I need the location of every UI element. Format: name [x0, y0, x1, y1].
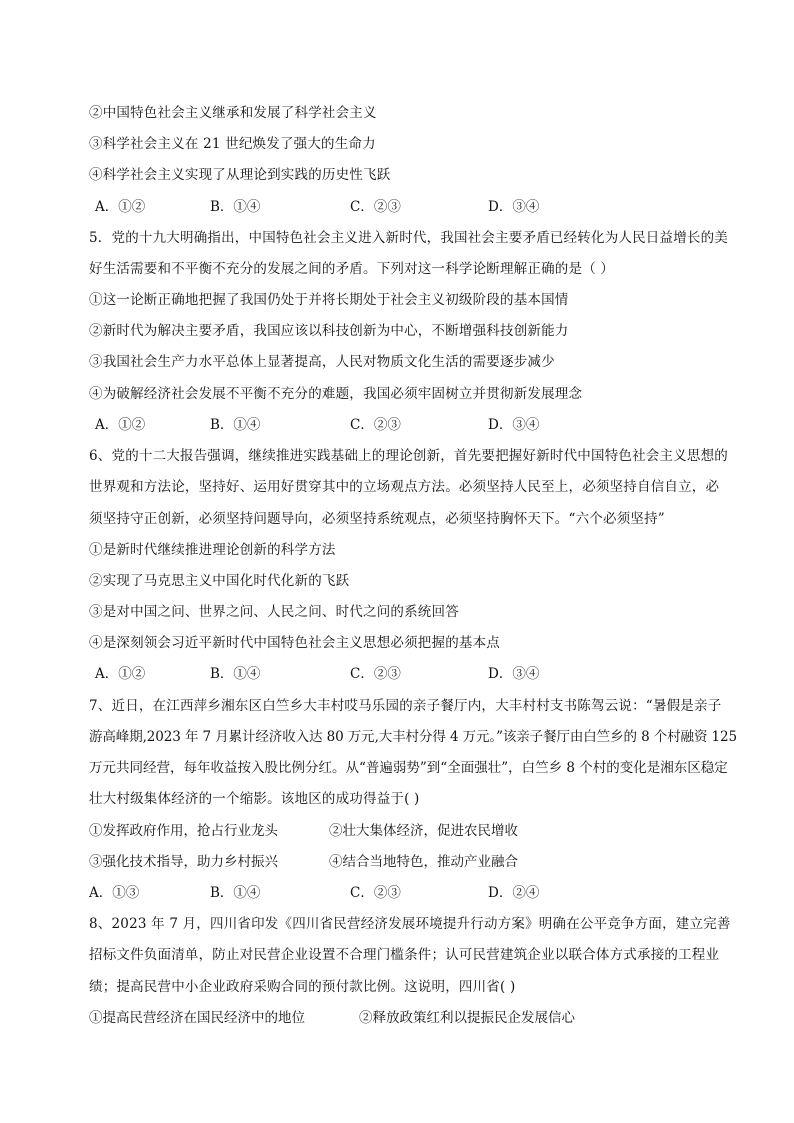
q5-item-2: ②新时代为解决主要矛盾，我国应该以科技创新为中心，不断增强科技创新能力 — [89, 323, 569, 339]
q8-stem-line-3: 绩；提高民营中小企业政府采购合同的预付款比例。这说明，四川省( ) — [89, 979, 516, 995]
q7-item-3: ③强化技术指导，助力乡村振兴 — [89, 854, 278, 870]
q5-option-d[interactable]: D．③④ — [488, 417, 540, 433]
q6-option-b[interactable]: B．①④ — [210, 666, 261, 682]
q6-item-1: ①是新时代继续推进理论创新的科学方法 — [89, 542, 336, 558]
q8-item-2: ②释放政策红利以提振民企发展信心 — [359, 1010, 575, 1026]
q7-stem-line-4: 壮大村级集体经济的一个缩影。该地区的成功得益于( ) — [89, 791, 420, 807]
q5-option-a[interactable]: A．①② — [95, 417, 146, 433]
q5-stem-line-1: 5．党的十九大明确指出，中国特色社会主义进入新时代，我国社会主要矛盾已经转化为人民日益增长的美 — [89, 230, 728, 246]
q4-item-3: ③科学社会主义在 21 世纪焕发了强大的生命力 — [89, 136, 376, 152]
q7-option-a[interactable]: A．①③ — [89, 885, 140, 901]
q7-item-1: ①发挥政府作用，抢占行业龙头 — [89, 823, 278, 839]
q8-stem-line-2: 招标文件负面清单，防止对民营企业设置不合理门槛条件；认可民营建筑企业以联合体方式承接的工程业 — [89, 947, 720, 963]
q7-item-2: ②壮大集体经济，促进农民增收 — [329, 823, 518, 839]
q7-option-c[interactable]: C．②③ — [350, 885, 401, 901]
q5-item-4: ④为破解经济社会发展不平衡不充分的难题，我国必须牢固树立并贯彻新发展理念 — [89, 386, 583, 402]
q4-option-c[interactable]: C．②③ — [350, 199, 401, 215]
q7-stem-line-2: 游高峰期,2023 年 7 月累计经济收入达 80 万元,大丰村分得 4 万元。”该亲子餐厅由白竺乡的 8 个村融资 125 — [89, 729, 738, 745]
q5-options — [95, 415, 655, 435]
q7-items-row-2 — [89, 852, 729, 872]
q5-item-3: ③我国社会生产力水平总体上显著提高，人民对物质文化生活的需要逐步减少 — [89, 354, 555, 370]
q6-option-d[interactable]: D．③④ — [488, 666, 540, 682]
q6-options — [95, 664, 655, 684]
q5-item-1: ①这一论断正确地把握了我国仍处于并将长期处于社会主义初级阶段的基本国情 — [89, 292, 569, 308]
q6-option-c[interactable]: C．②③ — [350, 666, 401, 682]
q8-stem-line-1: 8、2023 年 7 月，四川省印发《四川省民营经济发展环境提升行动方案》明确在公平竞争方面，建立完善 — [89, 916, 731, 932]
q7-stem-line-1: 7、近日，在江西萍乡湘东区白竺乡大丰村哎马乐园的亲子餐厅内，大丰村村支书陈驾云说：“暑假是亲子 — [89, 698, 722, 714]
q7-items-row-1 — [89, 821, 729, 841]
q8-item-1: ①提高民营经济在国民经济中的地位 — [89, 1010, 305, 1026]
q5-option-b[interactable]: B．①④ — [210, 417, 261, 433]
q5-option-c[interactable]: C．②③ — [350, 417, 401, 433]
q6-item-4: ④是深刻领会习近平新时代中国特色社会主义思想必须把握的基本点 — [89, 635, 500, 651]
q6-stem-line-1: 6、党的十二大报告强调，继续推进实践基础上的理论创新，首先要把握好新时代中国特色社会主义思想的 — [89, 448, 728, 464]
q5-stem-line-2: 好生活需要和不平衡不充分的发展之间的矛盾。下列对这一科学论断理解正确的是（ ） — [89, 261, 615, 277]
q6-item-2: ②实现了马克思主义中国化时代化新的飞跃 — [89, 573, 350, 589]
q4-option-b[interactable]: B．①④ — [210, 199, 261, 215]
q7-stem-line-3: 万元共同经营，每年收益按入股比例分红。从“普遍弱势”到“全面强壮”，白竺乡 8 个村的变化是湘东区稳定 — [89, 760, 728, 776]
q7-option-d[interactable]: D．②④ — [488, 885, 540, 901]
q4-item-2: ②中国特色社会主义继承和发展了科学社会主义 — [89, 105, 377, 121]
q8-items-row-1 — [89, 1008, 729, 1028]
q4-options — [95, 197, 655, 217]
q6-stem-line-3: 须坚持守正创新，必须坚持问题导向，必须坚持系统观点，必须坚持胸怀天下。“六个必须坚持” — [89, 511, 665, 527]
q7-item-4: ④结合当地特色，推动产业融合 — [329, 854, 518, 870]
q4-option-d[interactable]: D．③④ — [488, 199, 540, 215]
q6-stem-line-2: 世界观和方法论，坚持好、运用好贯穿其中的立场观点方法。必须坚持人民至上，必须坚持自信自立，必 — [89, 479, 720, 495]
q4-option-a[interactable]: A．①② — [95, 199, 146, 215]
q4-item-4: ④科学社会主义实现了从理论到实践的历史性飞跃 — [89, 167, 391, 183]
q7-options — [89, 883, 669, 903]
q6-item-3: ③是对中国之问、世界之问、人民之问、时代之问的系统回答 — [89, 604, 459, 620]
q6-option-a[interactable]: A．①② — [95, 666, 146, 682]
q7-option-b[interactable]: B．①④ — [210, 885, 261, 901]
